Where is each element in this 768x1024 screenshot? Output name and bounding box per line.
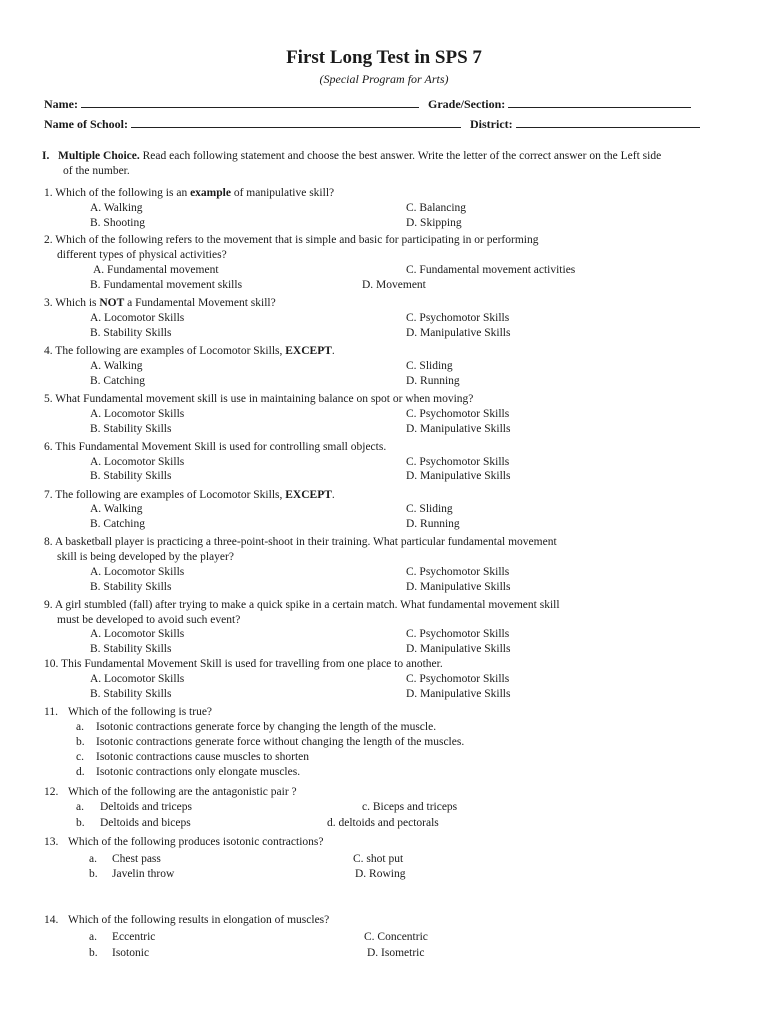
question-13-number: 13.: [44, 836, 59, 848]
q14-option-b-letter: b.: [89, 947, 98, 959]
q3-option-b: B. Stability Skills: [90, 327, 172, 339]
question-4: [44, 344, 335, 358]
test-subtitle: (Special Program for Arts): [319, 72, 449, 86]
q12-option-a-letter: a.: [76, 801, 84, 813]
name-label: Name:: [44, 97, 78, 111]
instructions-line-1: Read each following statement and choose the best answer. Write the letter of the correct answer on the Left side: [142, 150, 662, 162]
q10-option-b: B. Stability Skills: [90, 688, 172, 700]
grade-section-blank[interactable]: [508, 97, 691, 108]
q5-option-c: C. Psychomotor Skills: [406, 408, 510, 420]
q12-option-b: Deltoids and biceps: [100, 817, 191, 829]
q12-option-c: c. Biceps and triceps: [362, 801, 458, 813]
question-12-number: 12.: [44, 786, 59, 798]
q14-option-c: C. Concentric: [364, 931, 428, 943]
q7-option-d: D. Running: [406, 518, 460, 530]
q2-option-a: A. Fundamental movement: [93, 264, 219, 276]
question-6: 6. This Fundamental Movement Skill is used for controlling small objects.: [44, 441, 387, 453]
question-7-emphasis: EXCEPT: [285, 489, 332, 501]
q4-option-d: D. Running: [406, 375, 460, 387]
district-blank[interactable]: [516, 117, 700, 128]
name-grade-row: [44, 97, 697, 112]
q13-option-c: C. shot put: [353, 853, 404, 865]
question-14-number: 14.: [44, 914, 59, 926]
q11-option-c-letter: c.: [76, 751, 84, 763]
q12-option-a: Deltoids and triceps: [100, 801, 192, 813]
q12-option-d: d. deltoids and pectorals: [327, 817, 439, 829]
q11-option-a-letter: a.: [76, 721, 84, 733]
school-blank[interactable]: [131, 117, 461, 128]
q14-option-b: Isotonic: [112, 947, 150, 959]
q8-option-b: B. Stability Skills: [90, 581, 172, 593]
school-label: Name of School:: [44, 117, 128, 131]
question-14: Which of the following results in elongation of muscles?: [68, 914, 330, 926]
section-heading: Multiple Choice.: [57, 150, 140, 162]
question-1: [44, 186, 334, 200]
question-3-text: 3. Which is: [44, 297, 100, 309]
q3-option-a: A. Locomotor Skills: [90, 312, 185, 324]
q10-option-a: A. Locomotor Skills: [90, 673, 185, 685]
q10-option-c: C. Psychomotor Skills: [406, 673, 510, 685]
q6-option-c: C. Psychomotor Skills: [406, 456, 510, 468]
question-9: 9. A girl stumbled (fall) after trying to make a quick spike in a certain match. What fundamental movement skill: [44, 599, 560, 611]
q11-option-b-letter: b.: [76, 736, 85, 748]
grade-section-label: Grade/Section:: [427, 97, 506, 111]
q14-option-a: Eccentric: [112, 931, 156, 943]
q9-option-c: C. Psychomotor Skills: [406, 628, 510, 640]
question-4-text-end: .: [331, 345, 335, 357]
question-2-cont: different types of physical activities?: [57, 249, 227, 261]
q13-option-b: Javelin throw: [112, 868, 175, 880]
question-2: 2. Which of the following refers to the movement that is simple and basic for participating in or performing: [44, 234, 539, 246]
question-9-cont: must be developed to avoid such event?: [57, 614, 241, 626]
q11-option-d-letter: d.: [76, 766, 85, 778]
q4-option-c: C. Sliding: [406, 360, 453, 372]
q7-option-b: B. Catching: [90, 518, 145, 530]
q4-option-a: A. Walking: [90, 360, 143, 372]
q5-option-a: A. Locomotor Skills: [90, 408, 185, 420]
question-11-number: 11.: [44, 706, 58, 718]
q14-option-d: D. Isometric: [367, 947, 425, 959]
question-7-text: 7. The following are examples of Locomotor Skills,: [44, 489, 286, 501]
school-district-row: [44, 117, 706, 132]
q6-option-b: B. Stability Skills: [90, 470, 172, 482]
question-1-emphasis: example: [190, 187, 231, 199]
q4-option-b: B. Catching: [90, 375, 145, 387]
question-8: 8. A basketball player is practicing a three-point-shoot in their training. What particular fundamental movement: [44, 536, 557, 548]
question-13: Which of the following produces isotonic contractions?: [68, 836, 324, 848]
q13-option-a-letter: a.: [89, 853, 97, 865]
question-8-cont: skill is being developed by the player?: [57, 551, 234, 563]
q1-option-b: B. Shooting: [90, 217, 145, 229]
section-instructions: [42, 149, 661, 163]
question-4-text: 4. The following are examples of Locomotor Skills,: [44, 345, 286, 357]
question-10: 10. This Fundamental Movement Skill is used for travelling from one place to another.: [44, 658, 443, 670]
question-7-text-end: .: [331, 489, 335, 501]
q11-option-c: Isotonic contractions cause muscles to shorten: [96, 751, 310, 763]
q7-option-a: A. Walking: [90, 503, 143, 515]
q13-option-d: D. Rowing: [355, 868, 406, 880]
district-label: District:: [470, 117, 513, 131]
question-12: Which of the following are the antagonistic pair ?: [68, 786, 297, 798]
question-3-emphasis: NOT: [99, 297, 125, 309]
q6-option-a: A. Locomotor Skills: [90, 456, 185, 468]
q11-option-a: Isotonic contractions generate force by changing the length of the muscle.: [96, 721, 437, 733]
q2-option-d: D. Movement: [362, 279, 426, 291]
q1-option-a: A. Walking: [90, 202, 143, 214]
q1-option-d: D. Skipping: [406, 217, 462, 229]
section-numeral: I.: [42, 150, 50, 162]
question-5: 5. What Fundamental movement skill is use in maintaining balance on spot or when moving?: [44, 393, 474, 405]
q6-option-d: D. Manipulative Skills: [406, 470, 511, 482]
q2-option-b: B. Fundamental movement skills: [90, 279, 243, 291]
question-3: [44, 296, 276, 310]
q1-option-c: C. Balancing: [406, 202, 467, 214]
q11-option-d: Isotonic contractions only elongate muscles.: [96, 766, 301, 778]
instructions-line-2: of the number.: [63, 165, 130, 177]
q2-option-c: C. Fundamental movement activities: [406, 264, 576, 276]
q5-option-d: D. Manipulative Skills: [406, 423, 511, 435]
q13-option-b-letter: b.: [89, 868, 98, 880]
q3-option-c: C. Psychomotor Skills: [406, 312, 510, 324]
question-4-emphasis: EXCEPT: [285, 345, 332, 357]
question-7: [44, 488, 335, 502]
question-1-text-end: of manipulative skill?: [230, 187, 335, 199]
name-blank[interactable]: [81, 97, 419, 108]
q9-option-a: A. Locomotor Skills: [90, 628, 185, 640]
q11-option-b: Isotonic contractions generate force without changing the length of the muscles.: [96, 736, 465, 748]
question-1-text: 1. Which of the following is an: [44, 187, 191, 199]
q5-option-b: B. Stability Skills: [90, 423, 172, 435]
q8-option-d: D. Manipulative Skills: [406, 581, 511, 593]
question-3-text-end: a Fundamental Movement skill?: [124, 297, 276, 309]
q7-option-c: C. Sliding: [406, 503, 453, 515]
q13-option-a: Chest pass: [112, 853, 161, 865]
q12-option-b-letter: b.: [76, 817, 85, 829]
q8-option-c: C. Psychomotor Skills: [406, 566, 510, 578]
q3-option-d: D. Manipulative Skills: [406, 327, 511, 339]
q14-option-a-letter: a.: [89, 931, 97, 943]
q10-option-d: D. Manipulative Skills: [406, 688, 511, 700]
q9-option-b: B. Stability Skills: [90, 643, 172, 655]
question-11: Which of the following is true?: [68, 706, 213, 718]
q8-option-a: A. Locomotor Skills: [90, 566, 185, 578]
q9-option-d: D. Manipulative Skills: [406, 643, 511, 655]
test-title: First Long Test in SPS 7: [286, 47, 482, 68]
